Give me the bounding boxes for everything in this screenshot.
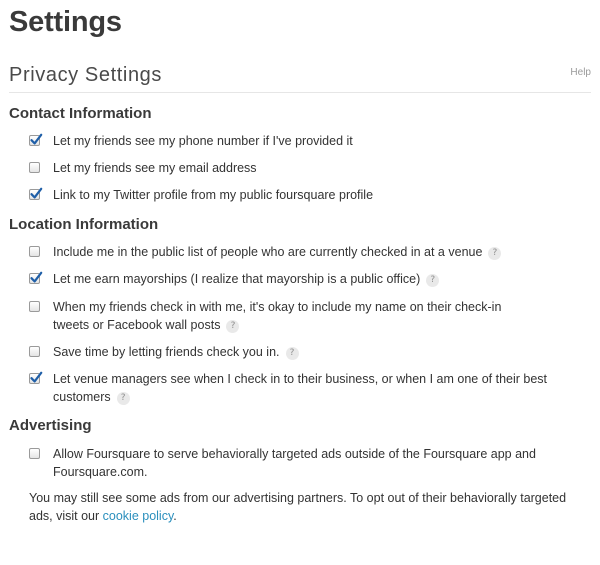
location-information-heading: Location Information <box>9 216 159 233</box>
help-link[interactable]: Help <box>570 67 591 78</box>
contact-information-heading: Contact Information <box>9 105 152 122</box>
option-twitter-link[interactable] <box>29 186 569 204</box>
checkbox[interactable] <box>29 373 40 384</box>
checkbox[interactable] <box>29 189 40 200</box>
option-friends-checkin-name[interactable] <box>29 298 569 334</box>
option-label: Include me in the public list of people who are currently checked in at a venue ? <box>53 243 569 261</box>
checkmark-icon <box>29 187 43 201</box>
checkmark-icon <box>29 271 43 285</box>
checkbox[interactable] <box>29 448 40 459</box>
help-icon[interactable]: ? <box>226 320 239 333</box>
checkbox[interactable] <box>29 346 40 357</box>
option-label: Let me earn mayorships (I realize that mayorship is a public office) ? <box>53 270 569 288</box>
privacy-settings-header <box>9 60 591 93</box>
checkmark-icon <box>29 371 43 385</box>
option-label: Link to my Twitter profile from my public foursquare profile <box>53 188 374 202</box>
option-earn-mayorships[interactable] <box>29 270 569 288</box>
cookie-policy-link[interactable]: cookie policy <box>102 509 174 523</box>
page-title: Settings <box>9 6 122 38</box>
checkbox[interactable] <box>29 273 40 284</box>
option-label: Save time by letting friends check you in. ? <box>53 343 569 361</box>
option-phone-visibility[interactable] <box>29 132 569 150</box>
help-icon[interactable]: ? <box>286 347 299 360</box>
advertising-heading: Advertising <box>9 417 92 434</box>
option-label: Let my friends see my email address <box>53 161 257 175</box>
option-label: Let my friends see my phone number if I've provided it <box>53 134 353 148</box>
help-icon[interactable]: ? <box>488 247 501 260</box>
option-public-checkin-list[interactable] <box>29 243 569 261</box>
help-icon[interactable]: ? <box>117 392 130 405</box>
checkbox[interactable] <box>29 162 40 173</box>
checkbox[interactable] <box>29 301 40 312</box>
option-targeted-ads[interactable] <box>29 445 569 481</box>
checkbox[interactable] <box>29 135 40 146</box>
checkbox[interactable] <box>29 246 40 257</box>
checkmark-icon <box>29 133 43 147</box>
option-venue-managers[interactable] <box>29 370 569 406</box>
option-label: When my friends check in with me, it's okay to include my name on their check-in tweets or Facebook wall posts ? <box>53 300 502 332</box>
advertising-note: You may still see some ads from our advertising partners. To opt out of their behaviorally targeted ads, visit our cookie policy. <box>29 491 567 523</box>
option-email-visibility[interactable] <box>29 159 569 177</box>
help-icon[interactable]: ? <box>426 274 439 287</box>
option-friends-check-you-in[interactable] <box>29 343 569 361</box>
section-title: Privacy Settings <box>9 64 162 86</box>
option-label: Let venue managers see when I check in to their business, or when I am one of their best customers ? <box>53 372 548 404</box>
option-label: Allow Foursquare to serve behaviorally targeted ads outside of the Foursquare app and Foursquare.com. <box>53 447 536 479</box>
